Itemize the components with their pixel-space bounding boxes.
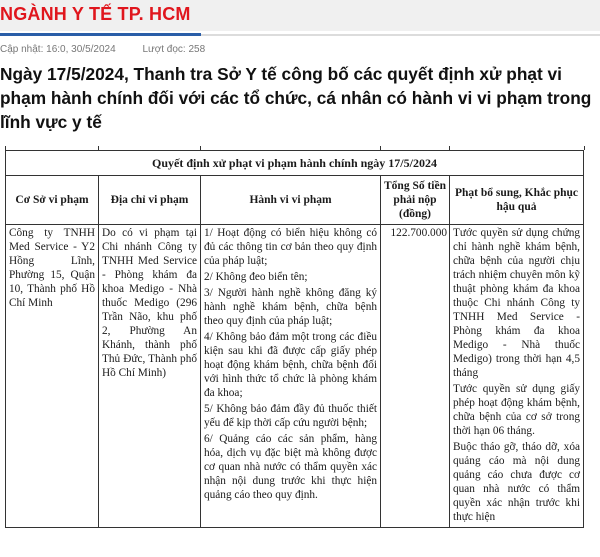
table-caption: Quyết định xử phạt vi phạm hành chính ngày 17/5/2024 (6, 151, 584, 176)
header-accent-underline (0, 33, 201, 36)
headline-line: lĩnh vực y tế (0, 112, 102, 132)
article-headline (0, 62, 600, 134)
violation-item: 2/ Không đeo biển tên; (204, 271, 308, 283)
cell-facility: Công ty TNHH Med Service - Y2 Hồng Lĩnh, Phường 15, Quận 10, Thành phố Hồ Chí Minh (6, 225, 99, 528)
cell-amount: 122.700.000 (381, 225, 450, 528)
penalty-decision-image (5, 150, 583, 528)
article-meta (0, 44, 205, 55)
column-header-remedies: Phạt bổ sung, Khắc phục hậu quả (450, 176, 584, 225)
violation-item: 6/ Quảng cáo các sản phẩm, hàng hóa, dịch vụ đặc biệt mà không được cơ quan nhà nước có thẩm quyền xác nhận nội dung trước khi thực hiện quảng cáo theo quy định. (204, 433, 377, 501)
remedy-item: Buộc tháo gỡ, tháo dỡ, xóa quảng cáo mà nội dung quảng cáo chưa được cơ quan nhà nước có thẩm quyền xác nhận trước khi thực hiện (453, 441, 580, 523)
column-header-address: Địa chỉ vi phạm (99, 176, 201, 225)
updated-timestamp: Cập nhật: 16:0, 30/5/2024 (0, 44, 116, 55)
violation-item: 1/ Hoạt động có biển hiệu không có đủ các thông tin cơ bản theo quy định của pháp luật; (204, 227, 377, 267)
violation-item: 4/ Không bảo đảm một trong các điều kiện sau khi đã được cấp giấy phép hoạt động khám bệnh, chữa bệnh đối với hình thức tổ chức là phòng khám đa khoa; (204, 331, 377, 399)
cell-address: Do có vi phạm tại Chi nhánh Công ty TNHH Med Service - Phòng khám đa khoa Medigo - Nhà thuốc Medigo (296 Trần Não, khu phố 2, Phường An Khánh, thành phố Thủ Đức, Thành phố Hồ Chí Minh) (99, 225, 201, 528)
table-row (6, 225, 584, 528)
penalty-table (5, 150, 584, 528)
cell-remedies (450, 225, 584, 528)
remedy-item: Tước quyền sử dụng chứng chỉ hành nghề khám bệnh, chữa bệnh của người chịu trách nhiệm chuyên môn kỹ thuật phòng khám đa khoa thuộc Chi nhánh Công ty TNHH Med Service - Phòng khám đa khoa Medigo - Nhà thuốc Medigo) trong thời hạn 4,5 tháng (453, 227, 580, 379)
column-header-amount: Tổng Số tiền phải nộp (đồng) (381, 176, 450, 225)
remedy-item: Tước quyền sử dụng giấy phép hoạt động khám bệnh, chữa bệnh của cơ sở trong thời hạn 06 tháng. (453, 383, 580, 437)
section-title[interactable]: NGÀNH Y TẾ TP. HCM (0, 4, 191, 24)
headline-line: Ngày 17/5/2024, Thanh tra Sở Y tế công bố các quyết định xử phạt vi (0, 64, 562, 84)
section-header-bar (0, 0, 600, 31)
column-header-facility: Cơ Sở vi phạm (6, 176, 99, 225)
violation-item: 5/ Không bảo đảm đầy đủ thuốc thiết yếu để kịp thời cấp cứu người bệnh; (204, 403, 377, 429)
cell-violations (201, 225, 381, 528)
column-header-violations: Hành vi vi phạm (201, 176, 381, 225)
headline-line: phạm hành chính đối với các tổ chức, cá nhân có hành vi vi phạm trong (0, 88, 592, 108)
view-count: Lượt đọc: 258 (142, 44, 206, 55)
violation-item: 3/ Người hành nghề không đăng ký hành nghề khám bệnh, chữa bệnh theo quy định của pháp luật; (204, 287, 377, 327)
